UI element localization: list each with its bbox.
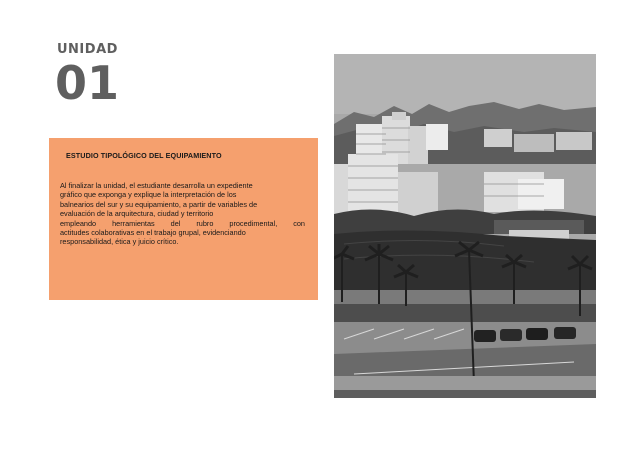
card-body-line: gráfico que exponga y explique la interpretación de los xyxy=(60,190,237,200)
card-body-line: empleando herramientas del rubro procedimental, con xyxy=(60,218,305,228)
card-body-line: evaluación de la arquitectura, ciudad y territorio xyxy=(60,209,214,219)
unit-number: 01 xyxy=(55,56,120,110)
card-body-line: balnearios del sur y su equipamiento, a partir de variables de xyxy=(60,199,258,209)
card-body xyxy=(60,181,305,247)
card-body-line: responsabilidad, ética y juicio crítico. xyxy=(60,237,179,247)
resort-photo xyxy=(334,54,596,398)
unit-label: UNIDAD xyxy=(57,42,118,57)
card-body-line: actitudes colaborativas en el trabajo grupal, evidenciando xyxy=(60,228,246,238)
resort-photo-illustration xyxy=(334,54,596,398)
card-body-line: Al finalizar la unidad, el estudiante desarrolla un expediente xyxy=(60,181,253,190)
objective-card xyxy=(49,138,318,300)
card-title: ESTUDIO TIPOLÓGICO DEL EQUIPAMIENTO xyxy=(66,151,222,160)
